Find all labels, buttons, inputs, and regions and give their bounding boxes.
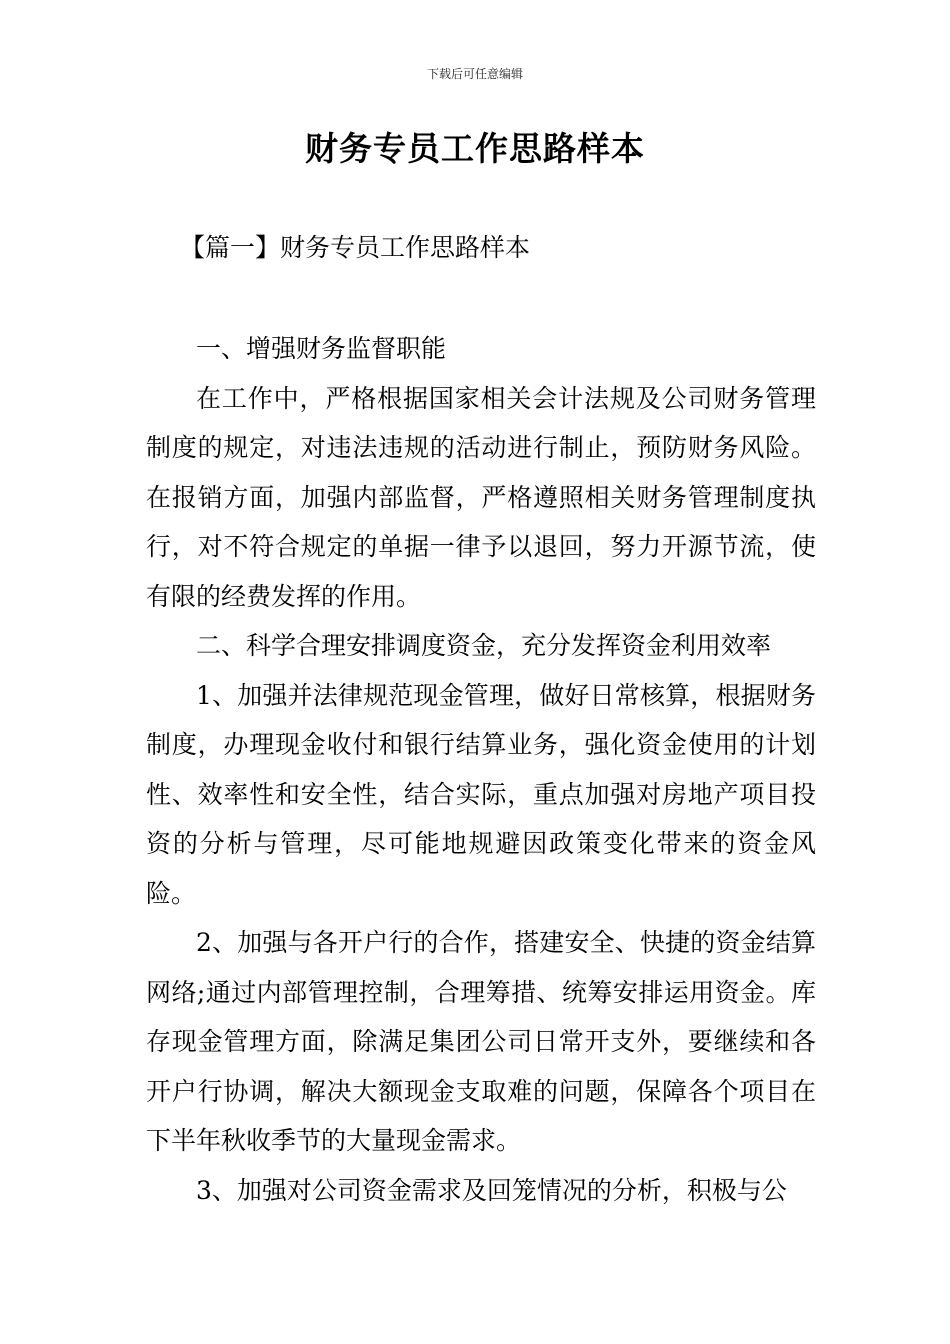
paragraph: 3、加强对公司资金需求及回笼情况的分析，积极与公 [196,1175,787,1205]
paragraph: 1、加强并法律规范现金管理，做好日常核算，根据财务制度，办理现金收付和银行结算业务，强化资金使用的计划性、效率性和安全性，结合实际，重点加强对房地产项目投资的分析与管理，尽可能地规避因政策变化带来的资金风险。 [146,680,816,908]
paragraph: 在工作中，严格根据国家相关会计法规及公司财务管理制度的规定，对违法违规的活动进行制止，预防财务风险。在报销方面，加强内部监督，严格遵照相关财务管理制度执行，对不符合规定的单据一律予以退回，努力开源节流，使有限的经费发挥的作用。 [146,383,816,611]
header-note: 下载后可任意编辑 [426,67,523,81]
paragraph-heading-1: 一、增强财务监督职能 [196,334,447,363]
document-body [146,324,816,1215]
paragraph-heading-2: 二、科学合理安排调度资金，充分发挥资金利用效率 [196,631,772,660]
document-title: 财务专员工作思路样本 [305,129,645,168]
section-heading: 【篇一】财务专员工作思路样本 [180,233,531,262]
paragraph: 2、加强与各开户行的合作，搭建安全、快捷的资金结算网络;通过内部管理控制，合理筹措、统筹安排运用资金。库存现金管理方面，除满足集团公司日常开支外，要继续和各开户行协调，解决大额现金支取难的问题，保障各个项目在下半年秋收季节的大量现金需求。 [146,928,816,1155]
